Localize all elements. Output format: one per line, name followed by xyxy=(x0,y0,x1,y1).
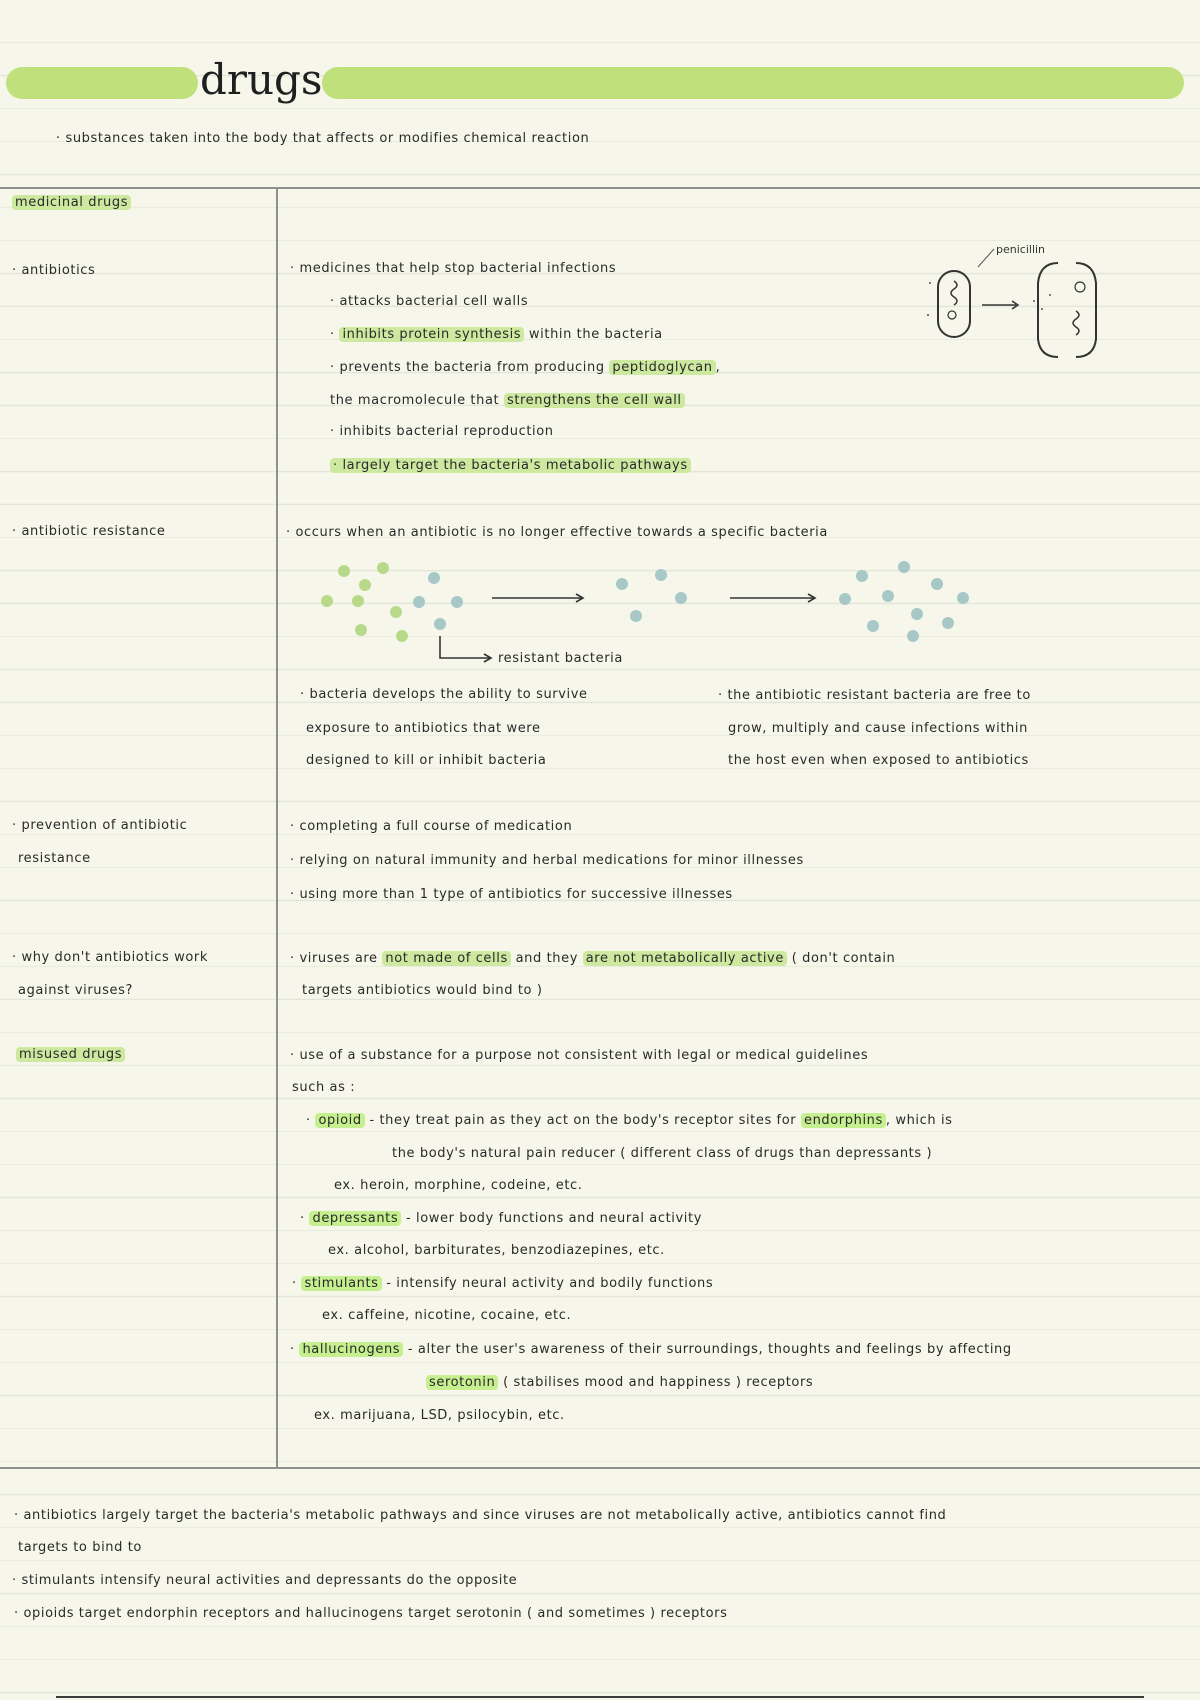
bacteria-dot xyxy=(390,606,402,618)
resistant-dot xyxy=(655,569,667,581)
penicillin-label: penicillin xyxy=(996,243,1046,256)
stimulants-examples: ex. caffeine, nicotine, cocaine, etc. xyxy=(322,1308,572,1323)
bacteria-dot xyxy=(321,595,333,607)
antibiotics-line-7: · largely target the bacteria's metabolic pathways xyxy=(330,457,691,475)
footer-rule xyxy=(56,1696,1144,1698)
hallucinogens-line-1: · hallucinogens - alter the user's awareness of their surroundings, thoughts and feelings by affecting xyxy=(290,1342,1012,1357)
resistance-diagram xyxy=(310,550,1010,670)
antibiotics-line-3: · inhibits protein synthesis within the bacteria xyxy=(330,327,663,342)
section-label-misused: misused drugs xyxy=(16,1046,125,1064)
section-label-prevention-2: resistance xyxy=(18,851,91,866)
resistant-dot xyxy=(867,620,879,632)
summary-line-1: · antibiotics largely target the bacteria's metabolic pathways and since viruses are not metabolically active, antibiotics cannot find xyxy=(14,1508,947,1523)
table-bottom-divider xyxy=(0,1467,1200,1469)
burst-cell-dot-icon xyxy=(1075,282,1085,292)
resistant-dot xyxy=(957,592,969,604)
resistance-diagram-svg xyxy=(310,550,1010,670)
prevention-line-3: · using more than 1 type of antibiotics for successive illnesses xyxy=(290,887,733,902)
fragment-dot xyxy=(929,282,931,284)
resistant-dot xyxy=(856,570,868,582)
cell-dot-icon xyxy=(948,311,956,319)
section-label-resistance: · antibiotic resistance xyxy=(12,524,166,539)
viruses-line-2: targets antibiotics would bind to ) xyxy=(302,983,543,998)
fragment-dot xyxy=(1033,300,1035,302)
summary-line-3: · stimulants intensify neural activities and depressants do the opposite xyxy=(12,1573,518,1588)
bacteria-dot xyxy=(359,579,371,591)
resistance-left-3: designed to kill or inhibit bacteria xyxy=(306,753,547,768)
definition-text: · substances taken into the body that affects or modifies chemical reaction xyxy=(56,131,590,146)
page-title: drugs xyxy=(200,55,323,104)
prevention-line-2: · relying on natural immunity and herbal medications for minor illnesses xyxy=(290,853,804,868)
bacteria-dot xyxy=(352,595,364,607)
resistant-dot xyxy=(882,590,894,602)
resistant-dot xyxy=(616,578,628,590)
antibiotics-line-1: · medicines that help stop bacterial infections xyxy=(290,261,617,276)
title-bar-left xyxy=(6,67,198,99)
resistance-right-2: grow, multiply and cause infections within xyxy=(728,721,1028,736)
bacteria-dot xyxy=(338,565,350,577)
resistant-dot xyxy=(911,608,923,620)
resistant-dot xyxy=(942,617,954,629)
resistance-left-1: · bacteria develops the ability to survive xyxy=(300,687,588,702)
burst-cell-right-wall xyxy=(1076,263,1096,357)
antibiotics-line-6: · inhibits bacterial reproduction xyxy=(330,424,554,439)
penicillin-pointer xyxy=(978,249,994,267)
resistant-dot xyxy=(675,592,687,604)
penicillin-diagram xyxy=(920,235,1120,395)
resistance-left-2: exposure to antibiotics that were xyxy=(306,721,541,736)
resistant-bacteria-label: resistant bacteria xyxy=(498,651,623,666)
resistant-dot xyxy=(898,561,910,573)
resistant-dot xyxy=(630,610,642,622)
section-label-viruses-2: against viruses? xyxy=(18,983,133,998)
resistance-right-3: the host even when exposed to antibiotics xyxy=(728,753,1029,768)
resistance-right-1: · the antibiotic resistant bacteria are free to xyxy=(718,688,1031,703)
bacterium-small-icon xyxy=(938,271,970,337)
burst-cell-left-wall xyxy=(1038,263,1058,357)
section-label-antibiotics: · antibiotics xyxy=(12,263,96,278)
section-label-medicinal: medicinal drugs xyxy=(12,194,131,212)
opioid-line-1: · opioid - they treat pain as they act on the body's receptor sites for endorphins , which is xyxy=(306,1113,953,1128)
hallucinogens-line-2: serotonin ( stabilises mood and happiness ) receptors xyxy=(426,1374,813,1392)
penicillin-diagram-svg xyxy=(920,235,1120,395)
summary-line-2: targets to bind to xyxy=(18,1540,142,1555)
depressants-line: · depressants - lower body functions and neural activity xyxy=(300,1211,703,1226)
title-bar-right xyxy=(322,67,1184,99)
resistant-dot xyxy=(434,618,446,630)
section-label-viruses-1: · why don't antibiotics work xyxy=(12,950,208,965)
dna-squiggle-icon xyxy=(951,281,957,305)
table-column-divider xyxy=(276,187,278,1467)
table-top-divider xyxy=(0,187,1200,189)
hallucinogens-examples: ex. marijuana, LSD, psilocybin, etc. xyxy=(314,1408,565,1423)
viruses-line-1: · viruses are not made of cells and they are not metabolically active ( don't contain xyxy=(290,951,896,966)
depressants-examples: ex. alcohol, barbiturates, benzodiazepines, etc. xyxy=(328,1243,665,1258)
bacteria-dot xyxy=(377,562,389,574)
resistant-dot xyxy=(839,593,851,605)
stimulants-line: · stimulants - intensify neural activity and bodily functions xyxy=(292,1276,714,1291)
fragment-dot xyxy=(1049,294,1051,296)
bacteria-dot xyxy=(355,624,367,636)
resistance-line: · occurs when an antibiotic is no longer effective towards a specific bacteria xyxy=(286,525,828,540)
misused-such-as: such as : xyxy=(292,1080,356,1095)
resistant-pointer xyxy=(440,636,490,658)
resistant-dot xyxy=(413,596,425,608)
opioid-line-2: the body's natural pain reducer ( different class of drugs than depressants ) xyxy=(392,1146,933,1161)
prevention-line-1: · completing a full course of medication xyxy=(290,819,573,834)
section-label-prevention-1: · prevention of antibiotic xyxy=(12,818,188,833)
antibiotics-line-2: · attacks bacterial cell walls xyxy=(330,294,529,309)
resistant-dot xyxy=(907,630,919,642)
burst-dna-squiggle-icon xyxy=(1073,311,1079,335)
resistant-dot xyxy=(931,578,943,590)
bacteria-dot xyxy=(396,630,408,642)
summary-line-4: · opioids target endorphin receptors and hallucinogens target serotonin ( and sometimes ) receptors xyxy=(14,1606,728,1621)
antibiotics-line-4: · prevents the bacteria from producing peptidoglycan , xyxy=(330,360,721,375)
fragment-dot xyxy=(1041,308,1043,310)
fragment-dot xyxy=(927,314,929,316)
misused-intro: · use of a substance for a purpose not consistent with legal or medical guidelines xyxy=(290,1048,869,1063)
resistant-dot xyxy=(451,596,463,608)
opioid-examples: ex. heroin, morphine, codeine, etc. xyxy=(334,1178,583,1193)
antibiotics-line-5: the macromolecule that strengthens the cell wall xyxy=(330,392,685,410)
resistant-dot xyxy=(428,572,440,584)
